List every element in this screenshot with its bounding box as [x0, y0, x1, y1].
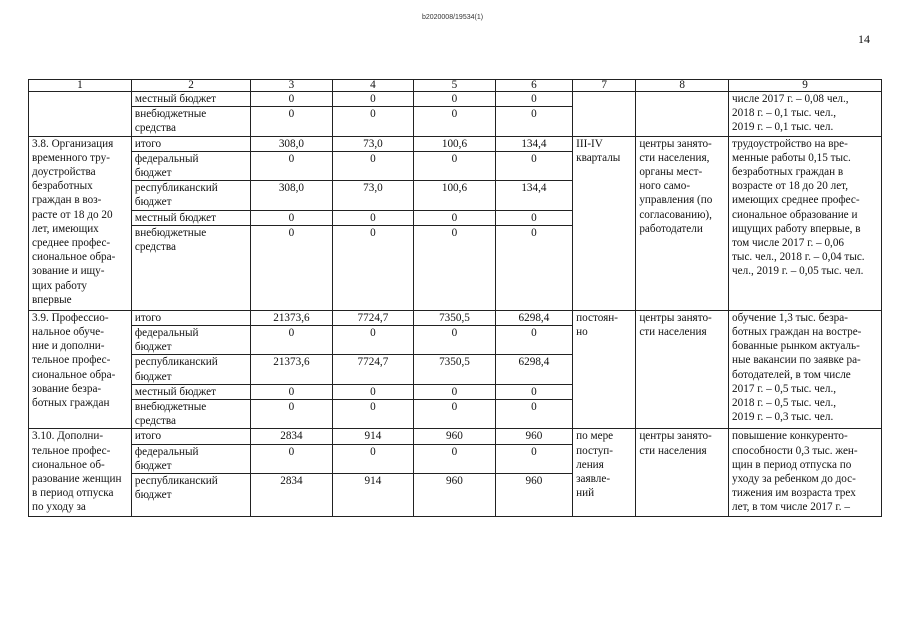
executors: центры занято- сти населения: [636, 310, 729, 429]
total-value: 0: [251, 225, 333, 310]
value-2017: 0: [332, 107, 414, 136]
term-cell: [573, 92, 636, 137]
value-2018: 0: [414, 444, 496, 473]
value-2018: 960: [414, 429, 496, 444]
funding-source: федеральный бюджет: [131, 151, 250, 180]
value-2017: 0: [332, 92, 414, 107]
column-header: 1: [29, 80, 132, 92]
value-2017: 0: [332, 384, 414, 399]
value-2019: 0: [495, 107, 572, 136]
value-2017: 0: [332, 210, 414, 225]
value-2017: 7724,7: [332, 355, 414, 384]
total-value: 21373,6: [251, 310, 333, 325]
total-value: 21373,6: [251, 355, 333, 384]
total-value: 0: [251, 210, 333, 225]
total-value: 0: [251, 384, 333, 399]
value-2018: 0: [414, 107, 496, 136]
value-2018: 0: [414, 225, 496, 310]
total-value: 0: [251, 92, 333, 107]
value-2018: 0: [414, 326, 496, 355]
total-value: 0: [251, 444, 333, 473]
value-2017: 914: [332, 474, 414, 517]
table-row: [29, 310, 882, 325]
total-value: 2834: [251, 474, 333, 517]
funding-source: республиканский бюджет: [131, 181, 250, 210]
funding-source: федеральный бюджет: [131, 444, 250, 473]
executors: центры занято- сти населения, органы мест- ного само- управления (по согласованию), работодатели: [636, 136, 729, 310]
value-2019: 134,4: [495, 181, 572, 210]
value-2019: 6298,4: [495, 355, 572, 384]
total-value: 0: [251, 151, 333, 180]
value-2019: 0: [495, 444, 572, 473]
value-2018: 0: [414, 384, 496, 399]
measure-name-cell: [29, 92, 132, 137]
value-2019: 0: [495, 384, 572, 399]
column-header: 7: [573, 80, 636, 92]
value-2019: 6298,4: [495, 310, 572, 325]
term: постоян- но: [573, 310, 636, 429]
column-header: 3: [251, 80, 333, 92]
funding-source: местный бюджет: [131, 384, 250, 399]
funding-source: федеральный бюджет: [131, 326, 250, 355]
value-2019: 0: [495, 400, 572, 429]
table-row: [29, 136, 882, 151]
value-2019: 0: [495, 225, 572, 310]
value-2019: 960: [495, 474, 572, 517]
value-2019: 0: [495, 326, 572, 355]
column-header: 9: [729, 80, 882, 92]
value-2017: 0: [332, 326, 414, 355]
funding-source: местный бюджет: [131, 210, 250, 225]
total-value: 308,0: [251, 181, 333, 210]
value-2018: 7350,5: [414, 355, 496, 384]
value-2017: 73,0: [332, 136, 414, 151]
value-2018: 7350,5: [414, 310, 496, 325]
page-number: 14: [858, 32, 870, 46]
funding-source: внебюджетные средства: [131, 225, 250, 310]
column-number-row: [29, 80, 882, 92]
value-2019: 0: [495, 92, 572, 107]
program-measures-table: [28, 79, 882, 517]
total-value: 308,0: [251, 136, 333, 151]
document-registration-code: b2020008/19534(1): [421, 14, 484, 21]
value-2019: 0: [495, 210, 572, 225]
expected-result: обучение 1,3 тыс. безра- ботных граждан на востре- бованные рынком актуаль- ные вакансии по заявке ра- ботодателей, в том числе 2017 г. – 0,5 тыс. чел., 2018 г. – 0,5 тыс. чел., 2019 г. – 0,3 тыс. чел.: [729, 310, 882, 429]
measure-name: 3.10. Дополни- тельное профес- сиональное об- разование женщин в период отпуска по уходу за: [29, 429, 132, 517]
funding-source: итого: [131, 429, 250, 444]
total-value: 0: [251, 400, 333, 429]
executors: центры занято- сти населения: [636, 429, 729, 517]
total-value: 2834: [251, 429, 333, 444]
value-2018: 0: [414, 210, 496, 225]
measure-name: 3.9. Профессио- нальное обуче- ние и дополни- тельное профес- сиональное обра- зование безра- ботных граждан: [29, 310, 132, 429]
column-header: 2: [131, 80, 250, 92]
measure-name: 3.8. Организация временного тру- доустройства безработных граждан в воз- расте от 18 до 20 лет, имеющих среднее профес- сиональное обра- зование и ищу- щих работу впервые: [29, 136, 132, 310]
funding-source: местный бюджет: [131, 92, 250, 107]
value-2017: 0: [332, 444, 414, 473]
funding-source: республиканский бюджет: [131, 355, 250, 384]
value-2019: 960: [495, 429, 572, 444]
expected-result: числе 2017 г. – 0,08 чел., 2018 г. – 0,1 тыс. чел., 2019 г. – 0,1 тыс. чел.: [729, 92, 882, 137]
expected-result: трудоустройство на вре- менные работы 0,15 тыс. безработных граждан в возрасте от 18 до 20 лет, имеющих среднее профес- сиональное образование и ищущих работу впервые, в том числе 2017 г. – 0,06 тыс. чел., 2018 г. – 0,04 тыс. чел., 2019 г. – 0,05 тыс. чел.: [729, 136, 882, 310]
value-2017: 7724,7: [332, 310, 414, 325]
value-2018: 0: [414, 92, 496, 107]
expected-result: повышение конкуренто- способности 0,3 тыс. жен- щин в период отпуска по уходу за ребенком до дос- тижения им возраста трех лет, в том числе 2017 г. –: [729, 429, 882, 517]
funding-source: внебюджетные средства: [131, 107, 250, 136]
column-header: 6: [495, 80, 572, 92]
table-row: [29, 92, 882, 107]
value-2018: 100,6: [414, 136, 496, 151]
value-2018: 0: [414, 400, 496, 429]
executors-cell: [636, 92, 729, 137]
value-2017: 0: [332, 400, 414, 429]
value-2017: 0: [332, 225, 414, 310]
column-header: 4: [332, 80, 414, 92]
value-2018: 100,6: [414, 181, 496, 210]
total-value: 0: [251, 326, 333, 355]
term: по мере поступ- ления заявле- ний: [573, 429, 636, 517]
value-2018: 960: [414, 474, 496, 517]
value-2018: 0: [414, 151, 496, 180]
value-2019: 0: [495, 151, 572, 180]
funding-source: итого: [131, 310, 250, 325]
column-header: 5: [414, 80, 496, 92]
total-value: 0: [251, 107, 333, 136]
funding-source: республиканский бюджет: [131, 474, 250, 517]
value-2017: 0: [332, 151, 414, 180]
funding-source: внебюджетные средства: [131, 400, 250, 429]
value-2017: 914: [332, 429, 414, 444]
table-row: [29, 429, 882, 444]
column-header: 8: [636, 80, 729, 92]
value-2019: 134,4: [495, 136, 572, 151]
funding-source: итого: [131, 136, 250, 151]
value-2017: 73,0: [332, 181, 414, 210]
term: III-IV кварталы: [573, 136, 636, 310]
